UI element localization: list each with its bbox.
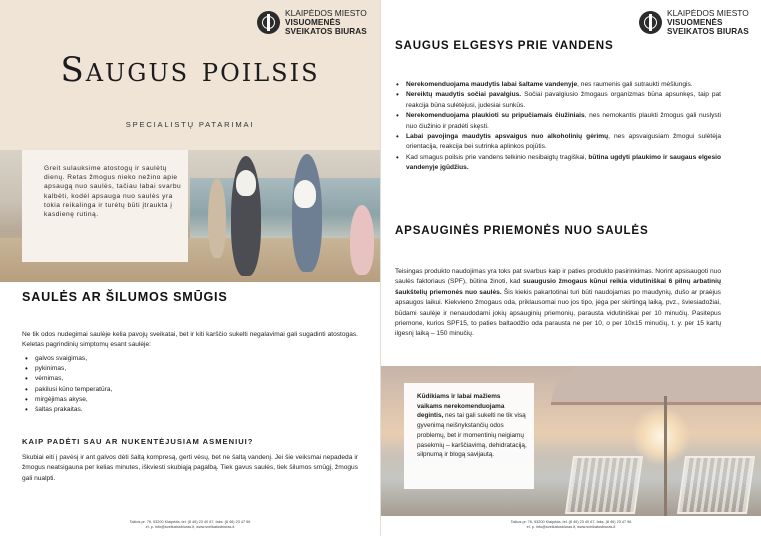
figure-child-left: [208, 178, 226, 258]
brand-name: [285, 9, 367, 36]
list-item: [395, 80, 721, 90]
list-item: [395, 111, 721, 132]
brand-line3: SVEIKATOS BIURAS: [667, 27, 749, 36]
symptom-list: [24, 354, 324, 415]
figure-father-shirt: [236, 170, 256, 196]
umbrella-pole: [664, 396, 667, 516]
list-item: [395, 90, 721, 111]
figure-child-right: [350, 205, 374, 275]
help-heading: KAIP PADĖTI SAU AR NUKENTĖJUSIAM ASMENIUI?: [22, 437, 254, 446]
brand-name: [667, 9, 749, 36]
brand-line2: VISUOMENĖS: [285, 18, 341, 27]
heatstroke-body: Ne tik odos nudegimai saulėje kelia pavojų sveikatai, bet ir kiti karščio sukelti negalavimai gali sugadinti atostogas. Keletas pagrindinių simptomų esant saulėje:: [22, 331, 358, 349]
brand-line2: VISUOMENĖS: [667, 18, 723, 27]
warning-emphasis: Kūdikiams ir labai mažiems vaikams nerekomenduojama degintis,: [417, 393, 505, 420]
brand-line1: KLAIPĖDOS MIESTO: [667, 8, 749, 18]
beach-umbrella-photo: [381, 366, 761, 516]
rule-text: Sočiai pavalgiusio žmogaus organizmas būna apsunkęs, taip pat reakcija būna sulėtėjusi, judesiai sunkūs.: [406, 91, 722, 109]
sun-protection-heading: APSAUGINĖS PRIEMONĖS NUO SAULĖS: [395, 224, 649, 237]
rule-text: , nes apsvaigusiam žmogui sulėtėja orientacija, reakcija bei sutrinka aplinkos pojūtis.: [406, 133, 721, 151]
water-rules-list: [395, 80, 721, 174]
brand-line1: KLAIPĖDOS MIESTO: [285, 8, 367, 18]
rule-emphasis: Nereiktų maudytis sočiai pavalgius.: [406, 91, 522, 99]
list-item: • vėmimas,: [24, 374, 324, 384]
intro-text: Greit sulauksime atostogų ir saulėtų dienų. Retas žmogus nieko nežino apie apsaugą nuo saulės, tačiau labai svarbu kalbėti, kodėl apsauga nuo saulės yra tokia reikalinga ir turėtų būti įtraukta į kasdienę rutiną.: [44, 165, 182, 219]
sun-body-rest: Šis kiekis pakartotinai turi būti naudojamas po maudynių, dušo ar praėjus apsaugos laikui. Kiekvieno žmogaus oda, priklausomai nuo jos tipo, jėga per skirtingą laiką, pvz., šviesiadožiai, būdami saulėje ir nenaudodami jokių apsauginių priemonių, parausta vidutiniškai per 10 minučių. Pasitepus priemone, kurios SPF15, to paties baltaodžio oda parausta ne per 10, o per 10x15 minučių, t. y. per 15 kartų ilgesnį laiką – 150 minučių.: [395, 288, 721, 338]
sun-body-intro: Teisingas produkto naudojimas yra toks pat svarbus kaip ir paties produkto pasirinkimas. Norint apsisaugoti nuo saulės faktoriaus (SPF), būtina žinoti, kad: [395, 268, 721, 286]
footer-address: Taikos pr. 76, 93200 Klaipėda, tel. (8 46) 23 40 67, faks. (8 46) 23 47 96: [129, 520, 251, 524]
footer-contacts: el. p. info@sveikatosbiuras.lt, www.sveikatosbiuras.lt: [145, 525, 235, 529]
rule-emphasis: būtina ugdyti plaukimo ir saugaus elgesio vandenyje įgūdžius.: [406, 153, 722, 172]
deck-chair-left: [565, 456, 643, 514]
rule-text: , nes raumenis gali sutraukti mėšlungis.: [577, 81, 693, 88]
list-item: • šaltas prakaitas.: [24, 405, 324, 415]
right-page: [381, 0, 761, 536]
warning-detail: nes tai gali sukelti ne tik visą gyvenimą neišnykstančių odos problemų, bet ir momentinių neigiamų pasekmių – karščiavimą, dehidrataciją, silpnumą ir blogą savijautą.: [417, 412, 527, 459]
rule-text: , nes nemokantis plaukti žmogus gali nuslysti nuo čiužinio ir pradėti skęsti.: [406, 112, 721, 130]
rule-emphasis: Labai pavojinga maudytis apsvaigus nuo alkoholinių gėrimų: [406, 133, 609, 141]
page-subtitle: SPECIALISTŲ PATARIMAI: [125, 120, 255, 129]
list-item: • pakilusi kūno temperatūra,: [24, 385, 324, 395]
water-safety-heading: SAUGUS ELGESYS PRIE VANDENS: [395, 39, 614, 52]
brand-emblem-icon: [639, 11, 662, 34]
left-page: [0, 0, 380, 536]
brand-emblem-icon: [257, 11, 280, 34]
brand-line3: SVEIKATOS BIURAS: [285, 27, 367, 36]
list-item: [395, 153, 721, 174]
figure-mother: [292, 154, 322, 272]
help-body: Skubiai eiti į pavėsį ir ant galvos dėti šaltą kompresą, gerti vėsų, bet ne šaltą vandenį. Jei šie veiksmai nepadeda ir žmogus neatsigauna per kelias minutes, iškviesti skubiąją pagalbą. Tiek gavus saulės, tiek šilumos smūgį, žmogus gali nualpti.: [22, 454, 358, 482]
page-title: Saugus poilsis: [60, 50, 320, 90]
infant-warning-text: [417, 392, 527, 460]
footer-contacts: el. p. info@sveikatosbiuras.lt, www.sveikatosbiuras.lt: [526, 525, 616, 529]
heatstroke-heading: SAULĖS AR ŠILUMOS SMŪGIS: [22, 290, 228, 304]
page-footer: [0, 520, 380, 530]
infant-warning-box: [404, 383, 534, 489]
sun-protection-body: [395, 267, 721, 340]
umbrella: [551, 366, 761, 405]
list-item: • pykinimas,: [24, 364, 324, 374]
list-item: • galvos svaigimas,: [24, 354, 324, 364]
rule-text: Kad smagus poilsis prie vandens telkinio nesibaigtų tragiškai,: [406, 153, 589, 161]
sun-body-emphasis: suaugusio žmogaus kūnui reikia vidutiniškai 6 pilnų arbatinių šaukštelių priemonės nuo saulės.: [395, 278, 721, 296]
list-item: • mirgėjimas akyse,: [24, 395, 324, 405]
brand-logo: [257, 9, 367, 36]
rule-emphasis: Nerekomenduojama plaukioti su pripučiamais čiužiniais: [406, 112, 585, 120]
rule-emphasis: Nerekomenduojama maudytis labai šaltame vandenyje: [406, 81, 578, 88]
brand-logo: [639, 9, 749, 36]
deck-chair-right: [677, 456, 755, 514]
list-item: [395, 132, 721, 153]
page-footer: [381, 520, 761, 530]
figure-mother-shirt: [294, 180, 316, 208]
footer-address: Taikos pr. 76, 93200 Klaipėda, tel. (8 46) 23 40 67, faks. (8 46) 23 47 96: [510, 520, 632, 524]
